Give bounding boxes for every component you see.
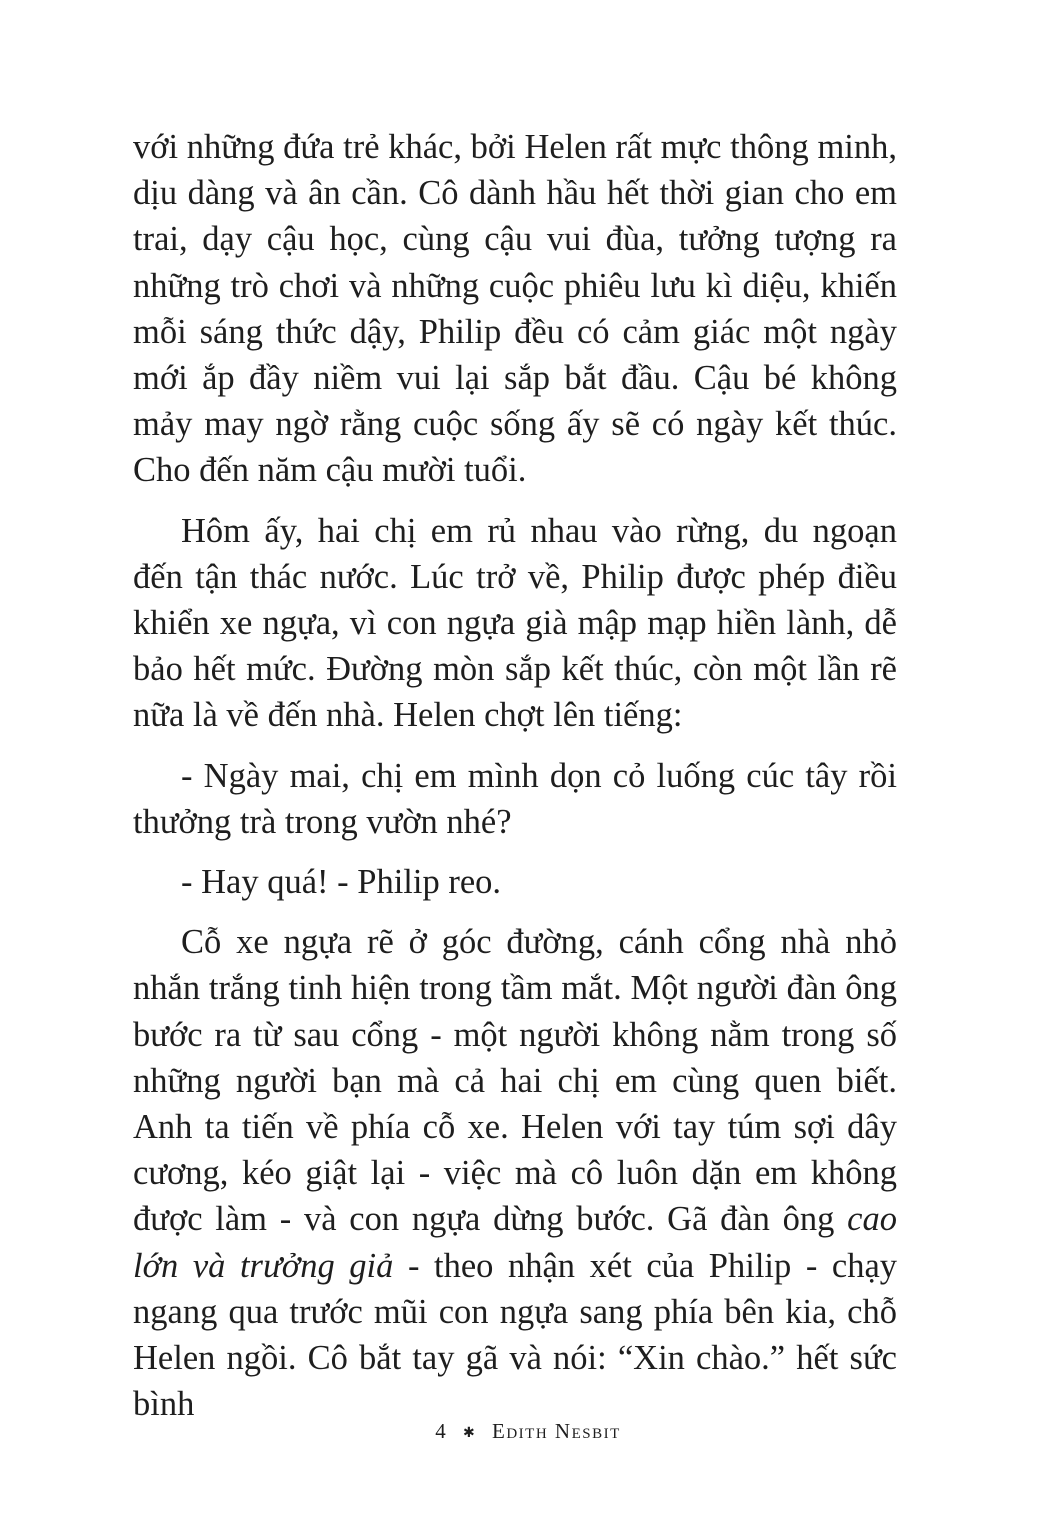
page-footer [0,1418,1056,1448]
dialogue-line: - Hay quá! - Philip reo. [181,863,502,902]
paragraph-text: Cỗ xe ngựa rẽ ở góc đường, cánh cổng nhà nhỏ nhắn trắng tinh hiện trong tầm mắt. Một người đàn ông bước ra từ sau cổng - một người không nằm trong số những người bạn mà cả hai chị em cùng quen biết. Anh ta tiến về phía cỗ xe. Helen với tay túm sợi dây cương, kéo giật lại - việc mà cô luôn dặn em không được làm - và con ngựa dừng bước. Gã đàn ông [133,923,897,1239]
dialogue-line: - Ngày mai, chị em mình dọn cỏ luống cúc tây rồi thưởng trà trong vườn nhé? [133,756,897,841]
paragraph: Hôm ấy, hai chị em rủ nhau vào rừng, du ngoạn đến tận thác nước. Lúc trở về, Philip được phép điều khiển xe ngựa, vì con ngựa già mập mạp hiền lành, dễ bảo hết mức. Đường mòn sắp kết thúc, còn một lần rẽ nữa là về đến nhà. Helen chợt lên tiếng: [133,511,897,735]
paragraph-continued: với những đứa trẻ khác, bởi Helen rất mực thông minh, dịu dàng và ân cần. Cô dành hầu hết thời gian cho em trai, dạy cậu học, cùng cậu vui đùa, tưởng tượng ra những trò chơi và những cuộc phiêu lưu kì diệu, khiến mỗi sáng thức dậy, Philip đều có cảm giác một ngày mới ắp đầy niềm vui lại sắp bắt đầu. Cậu bé không mảy may ngờ rằng cuộc sống ấy sẽ có ngày kết thúc. Cho đến năm cậu mười tuổi. [133,128,897,490]
italic-phrase: cao lớn và trưởng giả [133,1200,897,1285]
page-number: 4 [435,1419,447,1443]
paragraph-text: - theo nhận xét của Philip - chạy ngang qua trước mũi con ngựa sang phía bên kia, chỗ Helen ngồi. Cô bắt tay gã và nói: “Xin chào.” hết sức bình [133,1246,898,1424]
asterisk-separator-icon: ✱ [463,1426,476,1441]
body-text [133,124,897,1441]
paragraph [133,919,897,1427]
author-name: Edith Nesbit [492,1419,621,1443]
